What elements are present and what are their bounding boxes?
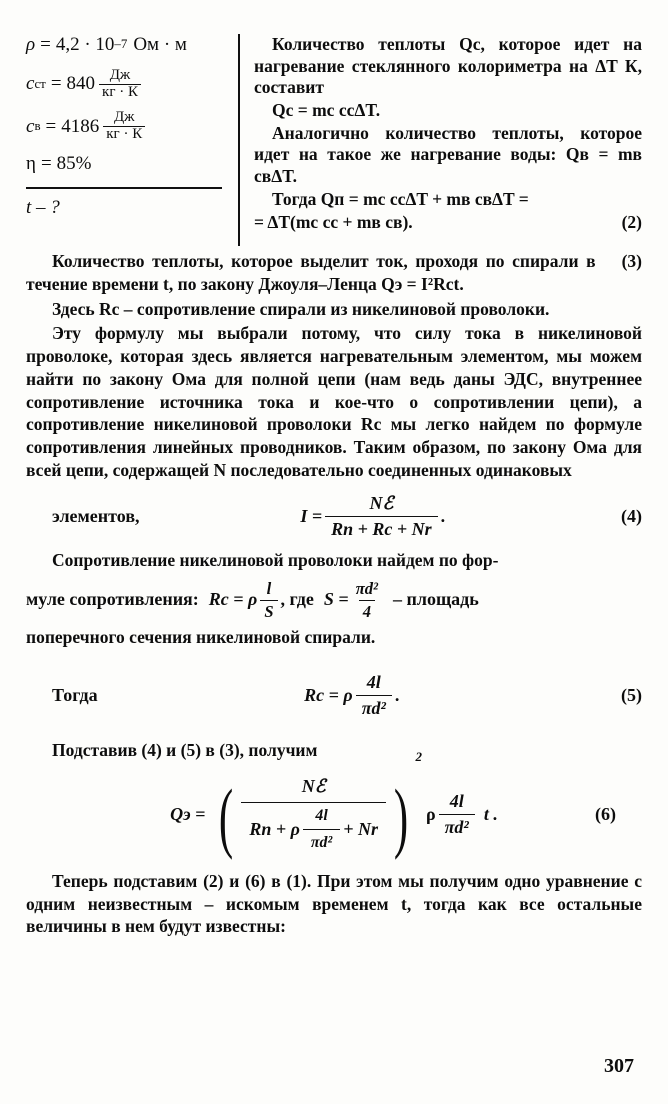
formula-qc: Qс = mс cсΔT. — [272, 100, 381, 121]
page-content — [26, 34, 642, 940]
body-text — [26, 250, 642, 938]
body-paragraph-3: Эту формулу мы выбрали потому, что силу тока в никелиновой проволоке, которая здесь является нагревательным элементом, мы можем найти по закону Ома для полной цепи (нам ведь даны ЭДС, внутреннее сопротивление источника тока и кое-что о сопротивлении цепи), а сопротивление никелиновой проволоки Rс мы легко найдем по формуле сопротивления линейных проводников. Таким образом, по закону Ома для всей цепи, содержащей N последовательно соединенных одинаковых — [26, 323, 642, 480]
equation-5-fraction — [356, 671, 392, 721]
equation-4-numerator: Nℰ — [369, 492, 394, 513]
s-numerator: πd² — [355, 579, 378, 599]
intro-formula-tail: = ΔT(mс cс + mв cв). — [254, 211, 413, 232]
subscript-st: ст — [34, 75, 46, 91]
value-c-steklo: 840 — [66, 73, 96, 95]
equation-6-tail-num: 4l — [449, 790, 464, 811]
unknown-quantity: t – ? — [26, 196, 60, 218]
equation-number-3: (3) — [621, 251, 642, 271]
equation-6-inner-den: πd² — [303, 829, 340, 854]
intro-column — [240, 34, 642, 234]
body-paragraph-7: Теперь подставим (2) и (6) в (1). При этом мы получим одно уравнение с одним неизвестным – искомым временем t, тогда как все остальные величины в нем будут известны: — [26, 870, 642, 937]
resistance-formula-lead: муле сопротивления: — [26, 589, 199, 610]
intro-paragraph-2: Аналогично количество теплоты, которое идет на такое же нагревание воды: Qв = mв cвΔT. — [254, 122, 642, 187]
subscript-v: в — [34, 118, 41, 134]
unit-rho: Ом · м — [133, 34, 187, 55]
equation-5-numerator: 4l — [366, 671, 381, 692]
equation-6-tail-rho: ρ — [425, 803, 436, 824]
equation-6-numerator: Nℰ — [301, 776, 326, 797]
equation-6-fraction — [241, 775, 386, 854]
equation-6-lhs: Qэ = — [170, 803, 206, 824]
body-paragraph-2: Здесь Rс – сопротивление спирали из никелиновой проволоки. — [52, 298, 550, 319]
rc-where: , где — [280, 589, 314, 610]
resistance-formula-row — [26, 578, 642, 622]
body-paragraph-5c: поперечного сечения никелиновой спирали. — [26, 627, 376, 648]
s-area-label: – площадь — [392, 589, 479, 610]
intro-paragraph-1: Количество теплоты Qс, которое идет на нагревание стеклянного колориметра на ΔT К, составит — [254, 34, 642, 98]
body-paragraph-1-text: Количество теплоты, которое выделит ток, проходя по спирали в течение времени t, по закону Джоуля–Ленца Qэ = I²Rсt. — [26, 251, 596, 294]
equals-sign-2: = — [50, 73, 62, 95]
body-paragraph-6: Подставив (4) и (5) в (3), получим — [52, 739, 318, 760]
equation-6-den-right: + Nr — [343, 819, 378, 840]
equation-4-row — [26, 492, 642, 542]
equation-4-formula — [150, 492, 596, 542]
unit-fraction-2 — [103, 110, 145, 143]
equation-5-lhs: Rс = ρ — [304, 685, 353, 706]
given-divider — [26, 187, 222, 189]
symbol-c-voda: c — [26, 115, 35, 137]
equation-4-fraction — [325, 492, 438, 542]
s-fraction — [352, 578, 382, 622]
page-number: 307 — [604, 1055, 634, 1077]
equation-6-tail-fraction — [439, 790, 475, 840]
body-paragraph-1 — [26, 250, 642, 296]
equals-sign-3: = — [45, 115, 57, 137]
unit-numerator-1: Дж — [109, 66, 131, 83]
rc-fraction — [260, 578, 277, 622]
exponent-rho: –7 — [114, 36, 128, 52]
rc-denominator: S — [260, 600, 277, 623]
equation-number-2: (2) — [621, 211, 642, 232]
equation-6-tail-den: πd² — [439, 814, 475, 839]
unit-denominator-2: кг · К — [103, 126, 145, 143]
body-paragraph-5a: Сопротивление никелиновой проволоки найдем по фор- — [52, 550, 499, 571]
equation-6-exponent: 2 — [415, 749, 422, 765]
equation-4-period: . — [440, 505, 446, 526]
given-line-eta — [26, 153, 230, 175]
unit-fraction-1 — [99, 68, 141, 101]
rc-lhs: Rс = ρ — [208, 589, 258, 610]
equation-5-row — [26, 671, 642, 721]
s-lhs: S = — [323, 589, 349, 610]
equation-6-den-left: Rп + ρ — [249, 819, 300, 840]
equation-6-inner-fraction — [303, 806, 340, 854]
equals-sign-4: = — [40, 152, 52, 174]
symbol-c-steklo: c — [26, 73, 35, 95]
value-rho: 4,2 · 10 — [55, 34, 115, 55]
given-line-cv — [26, 110, 230, 143]
equation-4-lead: элементов, — [52, 505, 140, 526]
equation-6-tail-t: t . — [483, 803, 498, 824]
equation-number-5: (5) — [621, 685, 642, 706]
equation-5-lead: Тогда — [52, 685, 98, 706]
equals-sign: = — [40, 34, 51, 55]
intro-paragraph-4 — [254, 212, 642, 234]
given-line-cst — [26, 68, 230, 101]
equation-6-paren-group: ( Nℰ Rп + ρ $\frac{4l}{\text{πd²}}$ + Nr ) 2 — [219, 749, 422, 860]
s-denominator: 4 — [359, 600, 375, 623]
unit-denominator-1: кг · К — [99, 84, 141, 101]
rc-numerator: l — [266, 579, 272, 599]
equation-number-6: (6) — [595, 803, 616, 824]
given-and-intro — [26, 34, 642, 246]
equation-5-denominator: πd² — [356, 695, 392, 720]
equation-4-denominator: Rп + Rс + Nr — [325, 516, 438, 541]
equation-4-lhs: I = — [300, 505, 323, 526]
equation-6-inner-num: 4l — [315, 806, 328, 824]
equation-number-4: (4) — [621, 505, 642, 526]
given-line-rho — [26, 34, 230, 56]
unit-numerator-2: Дж — [113, 109, 135, 126]
symbol-rho: ρ — [26, 34, 36, 55]
symbol-eta: η — [26, 152, 36, 174]
intro-paragraph-3: Тогда Qп = mс cсΔT + mв cвΔT = — [272, 188, 529, 209]
given-data-block — [26, 34, 240, 246]
equation-5-formula — [108, 671, 596, 721]
equation-5-period: . — [394, 685, 400, 706]
equation-6-denominator — [241, 802, 386, 854]
value-c-voda: 4186 — [61, 115, 100, 137]
value-eta: 85% — [56, 152, 92, 174]
